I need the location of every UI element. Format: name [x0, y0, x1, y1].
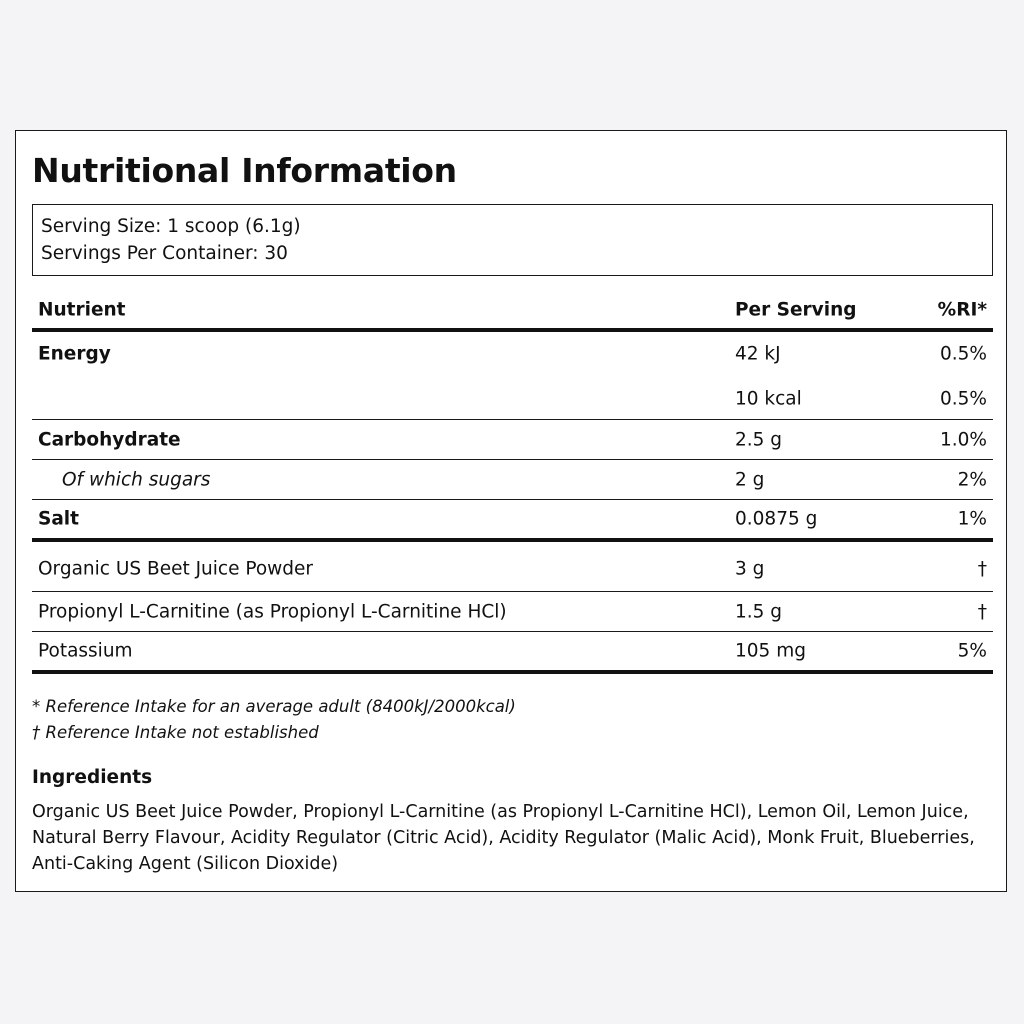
header-nutrient: Nutrient [38, 299, 126, 320]
ri-value: 1.0% [940, 429, 987, 450]
nutrition-panel [15, 130, 1007, 892]
table-row [32, 500, 993, 542]
nutrient-name: Organic US Beet Juice Powder [38, 558, 314, 580]
serving-info-box [32, 204, 993, 276]
per-serving-value: 0.0875 g [735, 508, 818, 530]
ri-value: 5% [957, 640, 987, 662]
page-title: Nutritional Information [32, 151, 457, 190]
servings-per-container: Servings Per Container: 30 [41, 243, 288, 264]
table-row [32, 460, 993, 500]
ri-value: † [977, 601, 987, 622]
per-serving-value: 105 mg [735, 640, 806, 662]
table-row [32, 632, 993, 674]
per-serving-value: 3 g [735, 558, 765, 580]
per-serving-value: 2.5 g [735, 429, 783, 450]
ri-value: 0.5% [940, 388, 987, 410]
nutrient-name: Energy [38, 343, 111, 365]
nutrient-name: Propionyl L-Carnitine (as Propionyl L-Carnitine HCl) [38, 601, 507, 622]
nutrient-name: Salt [38, 508, 79, 530]
table-row [32, 379, 993, 420]
header-ri: %RI* [937, 299, 987, 320]
footnotes [32, 694, 516, 746]
table-row [32, 592, 993, 632]
ri-value: † [977, 558, 987, 580]
nutrient-name: Carbohydrate [38, 429, 181, 450]
per-serving-value: 1.5 g [735, 601, 783, 622]
table-row [32, 332, 993, 379]
table-header-row [32, 291, 993, 332]
header-per-serving: Per Serving [735, 299, 857, 320]
ingredients-heading: Ingredients [32, 767, 153, 788]
per-serving-value: 10 kcal [735, 388, 802, 410]
per-serving-value: 42 kJ [735, 343, 781, 365]
ri-value: 2% [957, 469, 987, 490]
dagger-footnote: † Reference Intake not established [32, 723, 319, 742]
ri-footnote: * Reference Intake for an average adult (8400kJ/2000kcal) [32, 697, 516, 716]
serving-size: Serving Size: 1 scoop (6.1g) [41, 216, 301, 237]
nutrition-table [32, 291, 993, 674]
table-row [32, 542, 993, 592]
per-serving-value: 2 g [735, 469, 765, 490]
ri-value: 0.5% [940, 343, 987, 365]
table-row [32, 420, 993, 460]
ingredients-text: Organic US Beet Juice Powder, Propionyl L-Carnitine (as Propionyl L-Carnitine HCl), Lemon Oil, Lemon Juice, Natural Berry Flavour, Acidity Regulator (Citric Acid), Acidity Regulator (Malic Acid), Monk Fruit, Blueberries, Anti-Caking Agent (Silicon Dioxide) [32, 802, 975, 874]
nutrient-name: Potassium [38, 640, 133, 662]
nutrient-name: Of which sugars [62, 469, 211, 490]
ri-value: 1% [957, 508, 987, 530]
